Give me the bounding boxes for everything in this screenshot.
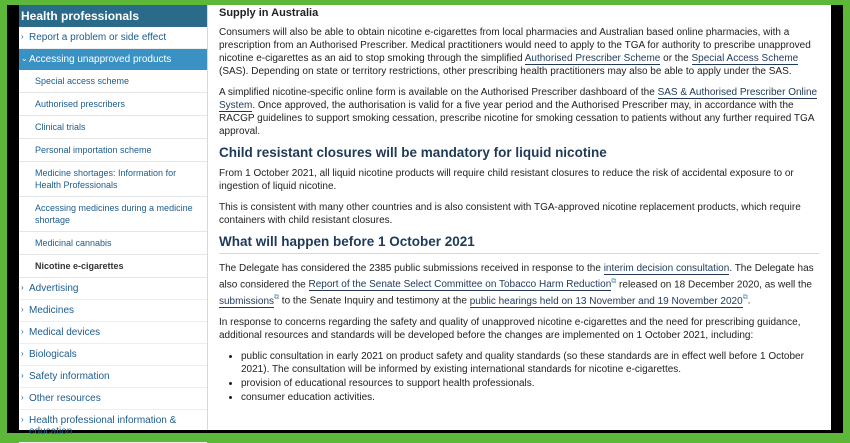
supply-paragraph-1: [219, 26, 819, 78]
special-access-scheme-link[interactable]: Special Access Scheme: [691, 53, 799, 64]
sidebar-item-medicines[interactable]: [19, 300, 207, 322]
chevron-right-icon: ›: [21, 327, 24, 336]
sas-online-system-link[interactable]: SAS & Authorised Prescriber Online System: [219, 87, 818, 111]
sidebar-subitem-clinical-trials[interactable]: Clinical trials: [19, 116, 207, 139]
chevron-right-icon: ›: [21, 305, 24, 314]
authorised-prescriber-scheme-link[interactable]: Authorised Prescriber Scheme: [524, 53, 661, 64]
text: Consumers will also be able to obtain nicotine e-cigarettes from local pharmacies and Australian based online pharmacies, with a prescription from an Authorised Prescriber. Medical practitioners would need to apply to the TGA for authority to prescribe unapproved nicotine e-cigarettes as an aid to stop smoking through the simplified: [219, 27, 811, 64]
sidebar-item-advertising[interactable]: [19, 278, 207, 300]
closures-paragraph-2: This is consistent with many other countries and is also consistent with TGA-approved nicotine replacement products, which require containers with child resistant closures.: [219, 202, 801, 226]
sidebar-item-other-resources[interactable]: [19, 388, 207, 410]
sidebar-item-health-professional-education[interactable]: [19, 410, 207, 443]
sidebar-item-label: Safety information: [29, 371, 110, 382]
resources-list: [219, 350, 819, 404]
sidebar-item-label: Accessing unapproved products: [29, 54, 172, 65]
sidebar-subitem-nicotine-ecigarettes[interactable]: Nicotine e-cigarettes: [19, 255, 207, 278]
sidebar-subitem-medicine-shortages[interactable]: Medicine shortages: Information for Health Professionals: [19, 162, 207, 197]
external-link-icon: ⧉: [611, 278, 617, 285]
list-item: • public consultation in early 2021 on product safety and quality standards (so these standards are in effect well before 1 October 2021). The consultation will be informed by existing international standards for nicotine e-cigarettes.: [241, 350, 819, 376]
text: released on 18 December 2020, as well the: [616, 279, 812, 291]
text: A simplified nicotine-specific online form is available on the Authorised Prescriber dashboard of the: [219, 87, 658, 98]
senate-report-link[interactable]: Report of the Senate Select Committee on Tobacco Harm Reduction: [308, 279, 612, 291]
chevron-right-icon: ›: [21, 349, 24, 358]
sidebar-item-label: Medicines: [29, 305, 75, 316]
public-hearings-link[interactable]: public hearings held on 13 November and 19 November 2020: [469, 295, 743, 307]
text: . Once approved, the authorisation is valid for a five year period and the Authorised Prescriber may, in accordance with the RACGP guidelines to support smoking cessation, prescribe nicotine for smoking cessation to patients without any further required TGA approval.: [219, 100, 814, 137]
sidebar-item-label: Other resources: [29, 393, 101, 404]
sidebar-item-label: Advertising: [29, 283, 79, 294]
sidebar-item-label: Report a problem or side effect: [29, 32, 167, 43]
supply-heading: Supply in Australia: [219, 7, 319, 19]
text: to the Senate Inquiry and testimony at the: [279, 295, 470, 307]
child-resistant-heading: Child resistant closures will be mandatory for liquid nicotine: [219, 145, 607, 160]
chevron-right-icon: ›: [21, 371, 24, 380]
screenshot-frame: [7, 5, 843, 437]
sidebar-item-report-problem[interactable]: [19, 27, 207, 49]
interim-decision-link[interactable]: interim decision consultation: [603, 263, 730, 274]
supply-paragraph-2: [219, 86, 819, 138]
text: . The Delegate has also considered the: [219, 263, 814, 291]
sidebar-subitem-medicinal-cannabis[interactable]: Medicinal cannabis: [19, 232, 207, 255]
sidebar-subitem-authorised-prescribers[interactable]: Authorised prescribers: [19, 93, 207, 116]
chevron-down-icon: ⌄: [21, 54, 28, 63]
sidebar-nav: [19, 5, 208, 437]
submissions-link[interactable]: submissions: [219, 295, 275, 307]
closures-paragraph-1: From 1 October 2021, all liquid nicotine products will require child resistant closures to reduce the risk of accidental exposure to or ingestion of liquid nicotine.: [219, 168, 794, 192]
external-link-icon: ⧉: [274, 294, 280, 302]
text: (SAS). Depending on state or territory restrictions, other prescribing health practitioners may also be able to apply under the SAS.: [219, 66, 792, 77]
text: or the: [660, 53, 692, 64]
delegate-paragraph: [219, 262, 819, 308]
sidebar-header: Health professionals: [19, 5, 207, 27]
sidebar-item-safety-information[interactable]: [19, 366, 207, 388]
text: .: [747, 295, 751, 307]
chevron-right-icon: ›: [21, 283, 24, 292]
text: The Delegate has considered the 2385 public submissions received in response to the: [219, 263, 604, 274]
sidebar-item-label: Health professional information & education: [29, 415, 177, 437]
chevron-right-icon: ›: [21, 32, 24, 41]
main-content: [219, 5, 819, 430]
sidebar-subitem-personal-importation[interactable]: Personal importation scheme: [19, 139, 207, 162]
sidebar-item-accessing-unapproved[interactable]: [19, 49, 207, 70]
concerns-paragraph: In response to concerns regarding the safety and quality of unapproved nicotine e-cigarettes and the need for prescribing guidance, additional resources and standards will be developed before the changes are implemented on 1 October 2021, including:: [219, 316, 801, 341]
sidebar-item-biologicals[interactable]: [19, 344, 207, 366]
list-item: • provision of educational resources to support health professionals.: [241, 377, 819, 390]
before-october-heading: What will happen before 1 October 2021: [219, 235, 819, 254]
page: [19, 5, 831, 437]
sidebar-subitem-special-access[interactable]: Special access scheme: [19, 70, 207, 93]
chevron-right-icon: ›: [21, 415, 24, 424]
external-link-icon: ⧉: [742, 294, 748, 302]
sidebar-item-label: Biologicals: [29, 349, 77, 360]
list-item: • consumer education activities.: [241, 391, 819, 404]
sidebar-subitem-accessing-during-shortage[interactable]: Accessing medicines during a medicine shortage: [19, 197, 207, 232]
sidebar-item-medical-devices[interactable]: [19, 322, 207, 344]
chevron-right-icon: ›: [21, 393, 24, 402]
sidebar-item-label: Medical devices: [29, 327, 101, 338]
